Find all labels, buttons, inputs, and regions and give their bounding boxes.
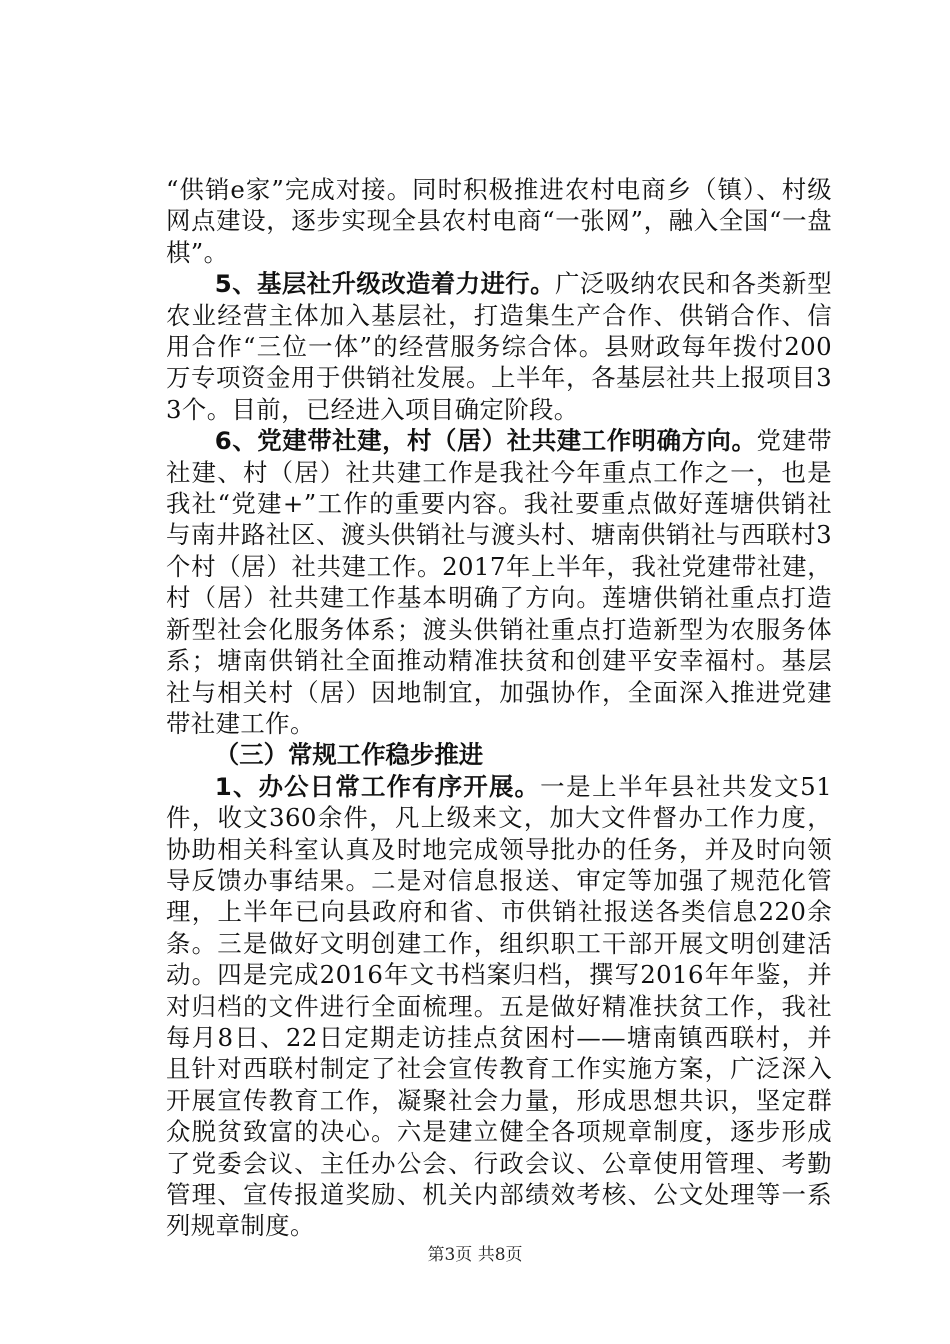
document-body	[166, 174, 832, 1242]
paragraph-office-work	[166, 771, 832, 1242]
paragraph-text: 一是上半年县社共发文51件，收文360余件，凡上级来文，加大文件督办工作力度，协助相关科室认真及时地完成领导批办的任务，并及时向领导反馈办事结果。二是对信息报送、审定等加强了规范化管理，上半年已向县政府和省、市供销社报送各类信息220余条。三是做好文明创建工作，组织职工干部开展文明创建活动。四是完成2016年文书档案归档，撰写2016年年鉴，并对归档的文件进行全面梳理。五是做好精准扶贫工作，我社每月8日、22日定期走访挂点贫困村——塘南镇西联村，并且针对西联村制定了社会宣传教育工作实施方案，广泛深入开展宣传教育工作，凝聚社会力量，形成思想共识，坚定群众脱贫致富的决心。六是建立健全各项规章制度，逐步形成了党委会议、主任办公会、行政会议、公章使用管理、考勤管理、宣传报道奖励、机关内部绩效考核、公文处理等一系列规章制度。	[166, 771, 832, 1241]
paragraph-lead: 1、办公日常工作有序开展。	[214, 771, 541, 801]
paragraph-continuation	[166, 174, 832, 268]
page-footer: 第3页 共8页	[427, 1245, 523, 1265]
paragraph-text: 广泛吸纳农民和各类新型农业经营主体加入基层社，打造集生产合作、供销合作、信用合作“三位一体”的经营服务综合体。县财政每年拨付200万专项资金用于供销社发展。上半年，各基层社共上报项目33个。目前，已经进入项目确定阶段。	[166, 269, 832, 424]
paragraph-text: “供销e家”完成对接。同时积极推进农村电商乡（镇）、村级网点建设，逐步实现全县农村电商“一张网”，融入全国“一盘棋”。	[166, 175, 832, 267]
paragraph-lead: 5、基层社升级改造着力进行。	[214, 269, 555, 299]
paragraph-text: 党建带社建、村（居）社共建工作是我社今年重点工作之一，也是我社“党建+”工作的重要内容。我社要重点做好莲塘供销社与南井路社区、渡头供销社与渡头村、塘南供销社与西联村3个村（居）社共建工作。2017年上半年，我社党建带社建，村（居）社共建工作基本明确了方向。莲塘供销社重点打造新型社会化服务体系；渡头供销社重点打造新型为农服务体系；塘南供销社全面推动精准扶贫和创建平安幸福村。基层社与相关村（居）因地制宜，加强协作，全面深入推进党建带社建工作。	[166, 426, 832, 738]
paragraph-lead: 6、党建带社建，村（居）社共建工作明确方向。	[214, 426, 757, 456]
paragraph-party-building	[166, 425, 832, 739]
section-heading-text: （三）常规工作稳步推进	[214, 740, 484, 770]
section-heading	[166, 739, 832, 770]
paragraph-grassroots-coop	[166, 268, 832, 425]
